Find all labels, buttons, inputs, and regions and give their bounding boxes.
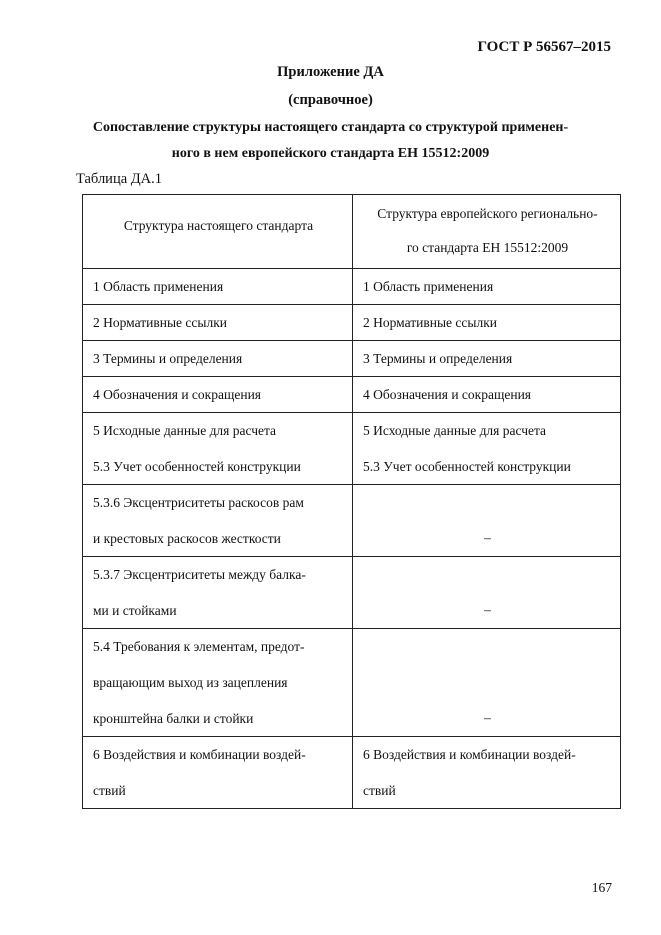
cell-line: 1 Область применения xyxy=(363,279,494,294)
header-cell-line: го стандарта ЕН 15512:2009 xyxy=(406,240,569,255)
header-cell-current-standard: Структура настоящего стандарта xyxy=(83,195,353,269)
cell-current-standard xyxy=(83,737,353,809)
table-row xyxy=(83,485,621,557)
cell-european-standard xyxy=(353,269,621,305)
table-row xyxy=(83,341,621,377)
table-body xyxy=(83,269,621,809)
cell-line: – xyxy=(484,530,491,545)
cell-european-standard xyxy=(353,305,621,341)
cell-line: 5.3 Учет особенностей конструкции xyxy=(93,459,301,474)
cell-line: 3 Термины и определения xyxy=(93,351,243,366)
cell-line: 5.3 Учет особенностей конструкции xyxy=(363,459,571,474)
page-number: 167 xyxy=(591,880,612,895)
cell-european-standard xyxy=(353,737,621,809)
table-row xyxy=(83,737,621,809)
cell-current-standard xyxy=(83,377,353,413)
table-row xyxy=(83,629,621,737)
heading-line-1: Сопоставление структуры настоящего стандарта со структурой применен- xyxy=(92,120,569,135)
table-row xyxy=(83,413,621,485)
cell-line: 1 Область применения xyxy=(93,279,224,294)
cell-line: 6 Воздействия и комбинации воздей- xyxy=(93,747,306,762)
cell-line: 5.3.6 Эксцентриситеты раскосов рам xyxy=(93,495,304,510)
comparison-table xyxy=(82,194,621,809)
table-row xyxy=(83,557,621,629)
cell-line: – xyxy=(484,602,491,617)
table-caption: Таблица ДА.1 xyxy=(76,171,163,187)
cell-current-standard xyxy=(83,629,353,737)
cell-line: 2 Нормативные ссылки xyxy=(93,315,227,330)
cell-line: 3 Термины и определения xyxy=(363,351,513,366)
cell-current-standard xyxy=(83,269,353,305)
standard-code: ГОСТ Р 56567–2015 xyxy=(477,39,611,55)
cell-european-standard xyxy=(353,629,621,737)
header-cell-line: Структура европейского регионально- xyxy=(377,206,598,221)
cell-line: ми и стойками xyxy=(93,603,177,618)
table-row xyxy=(83,269,621,305)
cell-current-standard xyxy=(83,413,353,485)
cell-line: кронштейна балки и стойки xyxy=(93,711,254,726)
cell-european-standard xyxy=(353,341,621,377)
cell-line: 2 Нормативные ссылки xyxy=(363,315,497,330)
cell-european-standard xyxy=(353,413,621,485)
cell-current-standard xyxy=(83,485,353,557)
cell-line: – xyxy=(484,710,491,725)
cell-line: 5 Исходные данные для расчета xyxy=(363,423,547,438)
cell-line: 4 Обозначения и сокращения xyxy=(363,387,532,402)
cell-current-standard xyxy=(83,305,353,341)
cell-line: ствий xyxy=(93,783,126,798)
cell-line: 5.4 Требования к элементам, предот- xyxy=(93,639,305,654)
cell-current-standard xyxy=(83,341,353,377)
cell-line: 6 Воздействия и комбинации воздей- xyxy=(363,747,576,762)
table-row xyxy=(83,305,621,341)
cell-line: 5 Исходные данные для расчета xyxy=(93,423,277,438)
header-cell-european-standard xyxy=(353,195,621,269)
table-row xyxy=(83,377,621,413)
cell-current-standard xyxy=(83,557,353,629)
heading-line-2: ного в нем европейского стандарта ЕН 15512:2009 xyxy=(171,146,490,161)
appendix-note: (справочное) xyxy=(288,92,373,108)
table-header-row xyxy=(83,195,621,269)
cell-line: 5.3.7 Эксцентриситеты между балка- xyxy=(93,567,306,582)
cell-line: вращающим выход из зацепления xyxy=(93,675,288,690)
cell-european-standard xyxy=(353,557,621,629)
cell-line: 4 Обозначения и сокращения xyxy=(93,387,262,402)
cell-european-standard xyxy=(353,485,621,557)
cell-line: и крестовых раскосов жесткости xyxy=(93,531,281,546)
cell-line: ствий xyxy=(363,783,396,798)
appendix-title: Приложение ДА xyxy=(277,64,384,80)
cell-european-standard xyxy=(353,377,621,413)
